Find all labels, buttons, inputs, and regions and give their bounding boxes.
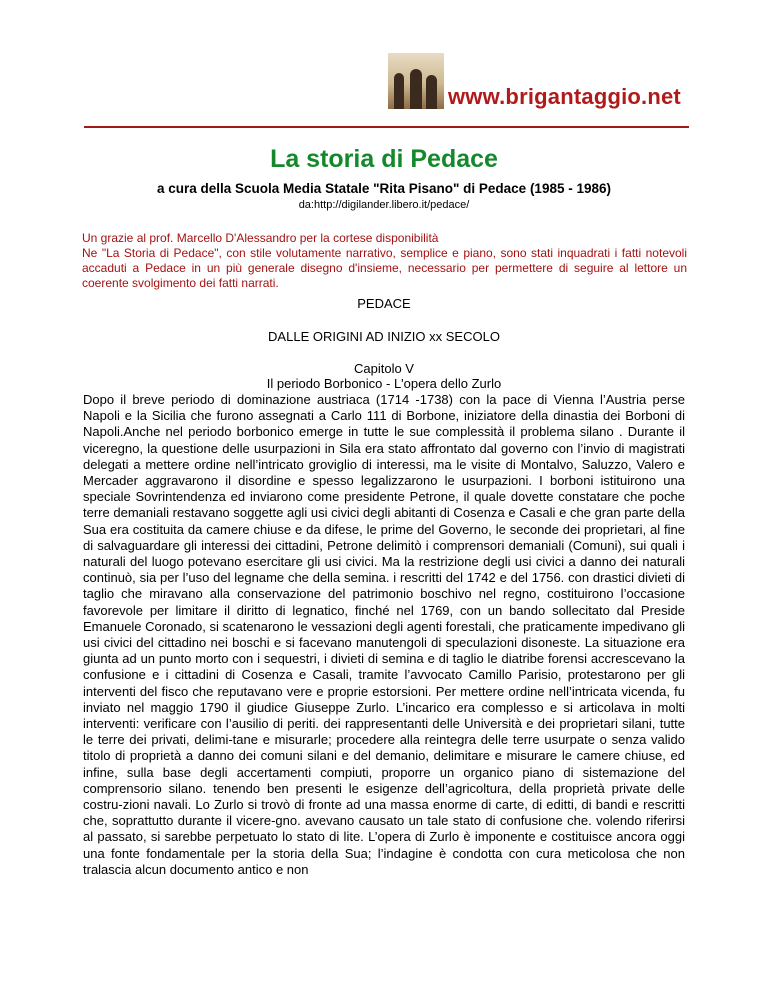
acknowledgement-block (82, 231, 687, 291)
acknowledgement-line: Un grazie al prof. Marcello D'Alessandro per la cortese disponibilità (82, 231, 439, 245)
brigands-photo-image (388, 53, 444, 109)
chapter-number: Capitolo V (354, 361, 414, 376)
introduction-text: Ne "La Storia di Pedace", con stile volutamente narrativo, semplice e piano, sono stati inquadrati i fatti notevoli accaduti a Pedace in un più generale disegno d'insieme, necessario per permettere di seguire al lettore un coerente svolgimento dei fatti narrati. (82, 246, 687, 290)
site-logo[interactable] (388, 53, 688, 113)
logo-text: www.brigantaggio.net (448, 84, 681, 109)
section-heading: PEDACE (357, 296, 411, 311)
source-line: da:http://digilander.libero.it/pedace/ (298, 199, 470, 211)
header-divider (84, 126, 689, 128)
page-subtitle: a cura della Scuola Media Statale "Rita Pisano" di Pedace (1985 - 1986) (157, 181, 611, 196)
chapter-title: Il periodo Borbonico - L'opera dello Zurlo (266, 376, 502, 391)
page-title: La storia di Pedace (270, 145, 498, 173)
section-subheading: DALLE ORIGINI AD INIZIO xx SECOLO (268, 329, 500, 344)
body-text: Dopo il breve periodo di dominazione austriaca (1714 -1738) con la pace di Vienna l’Austria perse Napoli e la Sicilia che furono assegnati a Carlo 111 di Borbone, iniziatore della dinastia dei Borboni di Napoli.Anche nel periodo borbonico emerge in tutte le sue complessità il problema silano . Durante il viceregno, la questione delle usurpazioni in Sila era stato affrontato dal governo con l’invio di magistrati delegati a mettere ordine nell’intricato groviglio di interessi, ma le visite di Montalvo, Saluzzo, Valero e Mercader aggravarono il disordine e spesso legalizzarono le usurpazioni. I borboni istituirono una speciale Sovrintendenza ed inviarono come presidente Petrone, il quale dovette constatare che poche terre demaniali restavano soggette agli usi civici degli abitanti di Cosenza e Casali e che gran parte della Sua era costituita da camere chiuse e da difese, le prime del Governo, le seconde dei proprietari, al fine di salvaguardare gli interessi dei cittadini, Petrone delimitò i comprensori demaniali (Comuni), sui quali i naturali del luogo potevano esercitare gli usi civici. Ma la restrizione degli usi civici a danno dei naturali continuò, sia per l’uso del legname che della semina. i rescritti del 1742 e del 1756. con drastici divieti di taglio che miravano alla conservazione del patrimonio boschivo nel regno, costituirono l’occasione favorevole per limitare il diritto di legnatico, finché nel 1769, con un bando sollecitato dal Preside Emanuele Coronado, si scatenarono le vessazioni degli agenti forestali, che praticamente impedivano gli usi civici del cittadino nei boschi e si facevano manutengoli di speculazioni disoneste. La situazione era giunta ad un punto morto con i sequestri, i divieti di semina e di taglio le diatribe forensi accrescevano la confusione e i cittadini di Cosenza e Casali, tramite l’avvocato Camillo Parisio, protestarono per gli interventi del fisco che reputavano vere e proprie estorsioni. Per mettere ordine nell’intricata vicenda, fu inviato nel maggio 1790 il giudice Giuseppe Zurlo. L’incarico era complesso e si articolava in molti interventi: verificare con l’ausilio di periti. dei rappresentanti delle Università e dei proprietari silani, tutte le terre dei privati, delimi-tane e misurarle; procedere alla reintegra delle terre usurpate o senza valido titolo di proprietà a danno dei comuni silani e del demanio, delimitare e misurare le camere chiuse, ed infine, sulla base degli accertamenti compiuti, proporre un organico piano di sistemazione del comprensorio silano. tenendo ben presenti le esigenze dell’agricoltura, della proprietà private delle costru-zioni navali. Lo Zurlo si trovò di fronte ad una massa enorme di carte, di editti, di bandi e rescritti che, soprattutto durante il vicere-gno. avevano causato un tale stato di confusione che. volendo riferirsi al passato, si sarebbe perpetuato lo stato di lite. L’opera di Zurlo è imponente e costituisce ancora oggi una fonte fondamentale per la storia della Sua; l’indagine è condotta con cura meticolosa che non tralascia alcun documento antico e non (83, 392, 685, 877)
